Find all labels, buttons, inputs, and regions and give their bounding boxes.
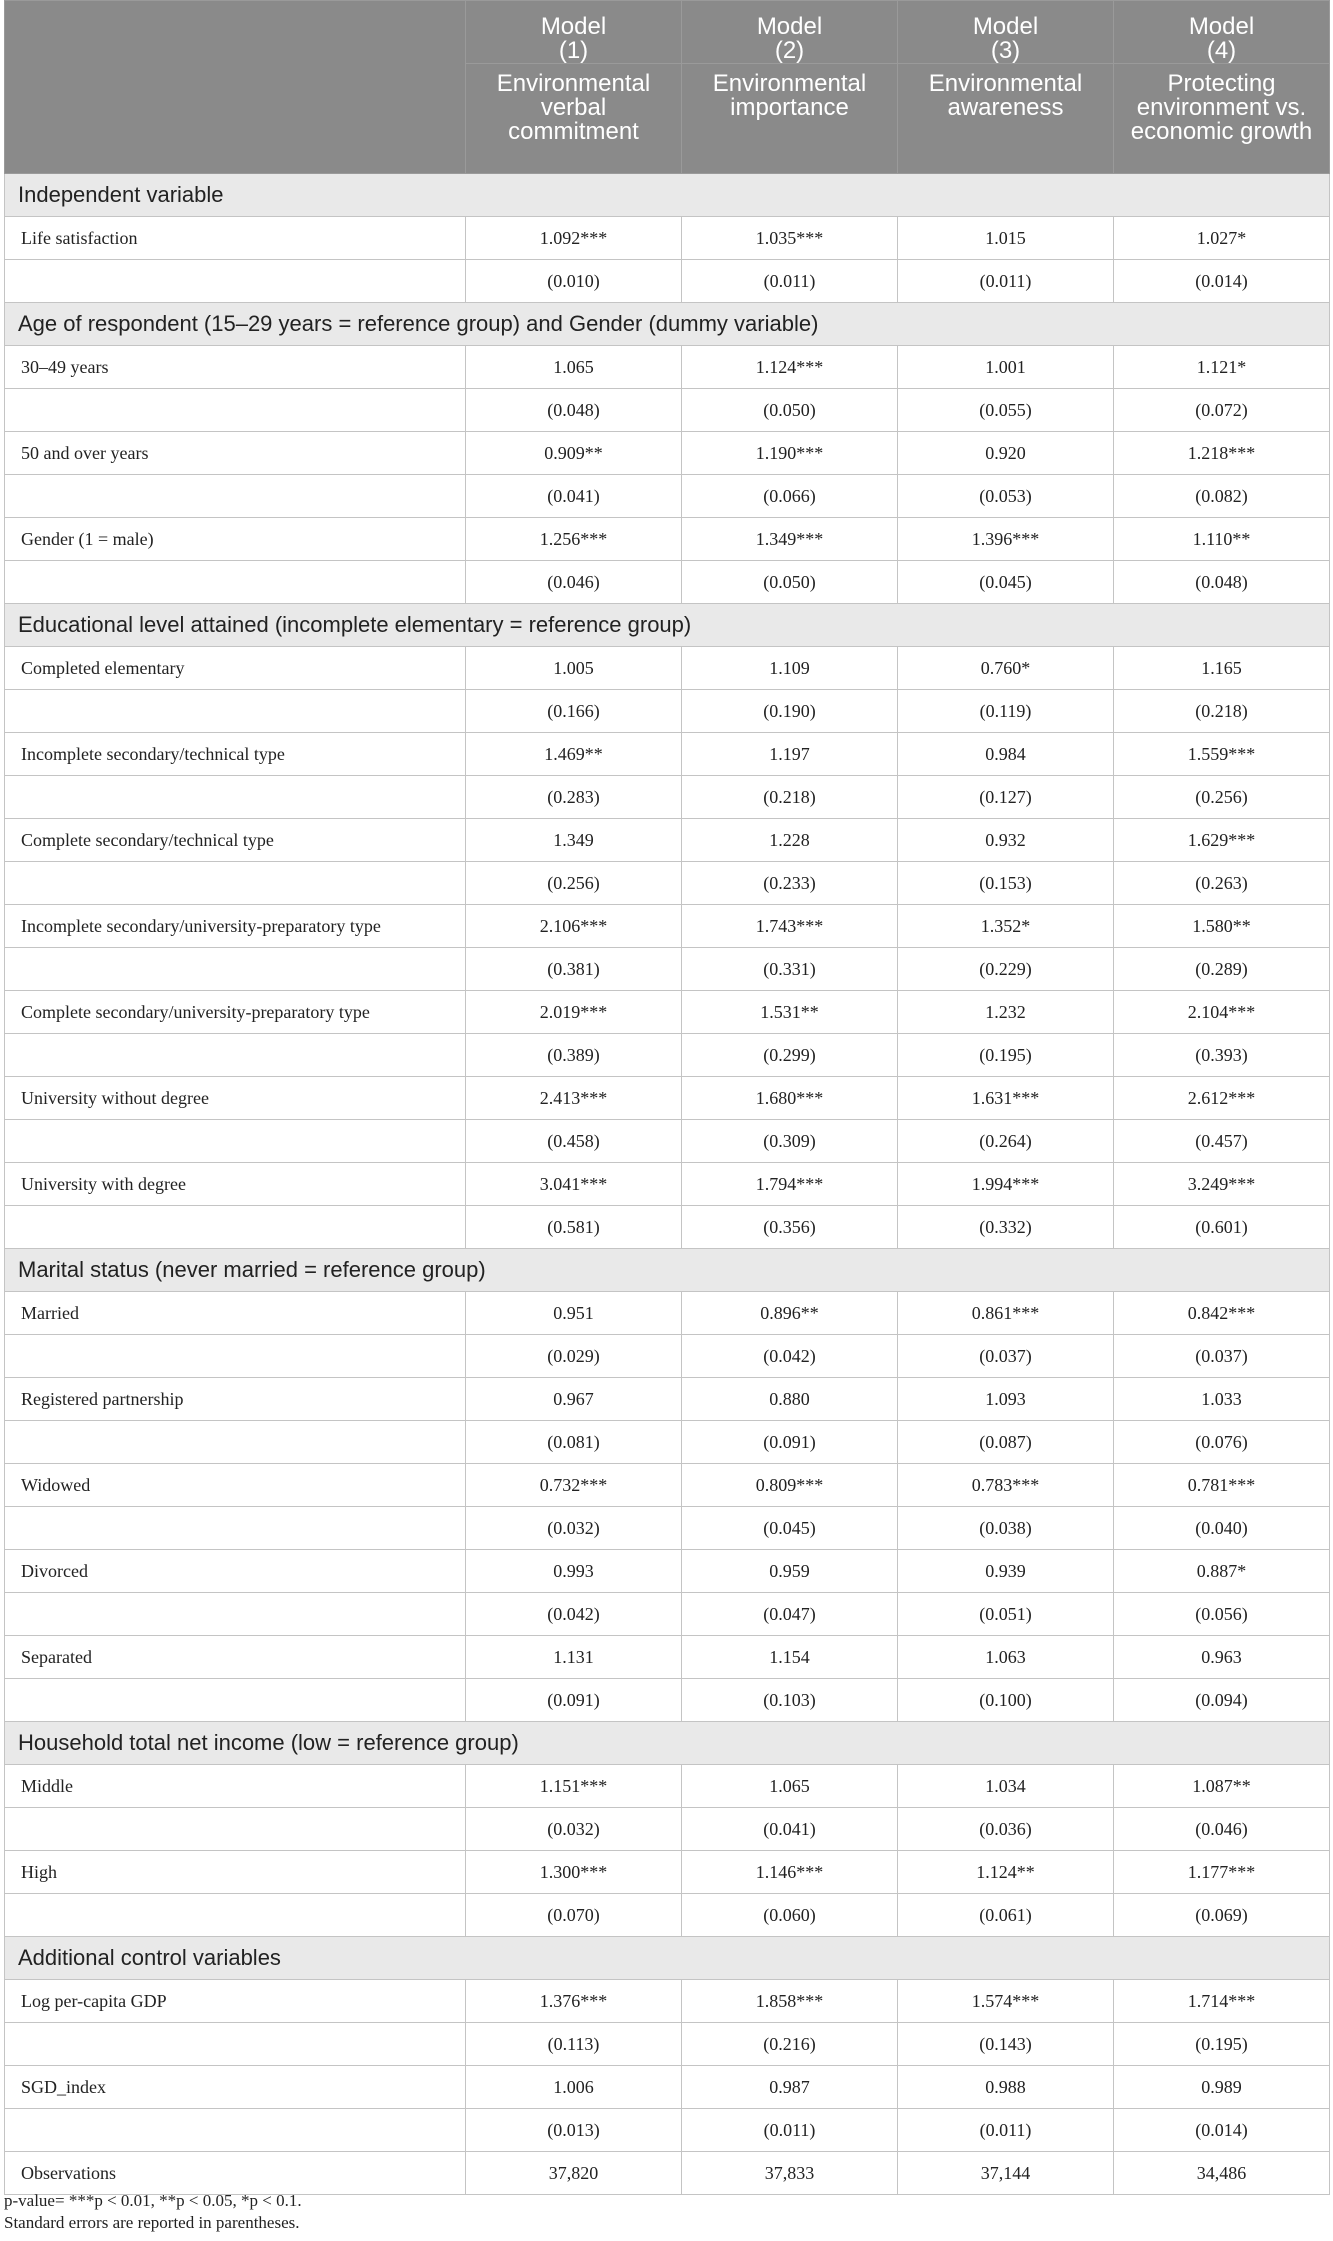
- row-label: [5, 1808, 466, 1851]
- coefficient-cell-model-4: 2.104***: [1114, 991, 1330, 1034]
- row-label: Completed elementary: [5, 647, 466, 690]
- row-label: [5, 475, 466, 518]
- coefficient-row: [5, 1378, 1330, 1421]
- standard-error-cell-model-1: (0.166): [466, 690, 682, 733]
- coefficient-cell-model-2: 1.146***: [682, 1851, 898, 1894]
- header-model-word: Model: [972, 13, 1039, 40]
- coefficient-cell-model-3: 1.093: [898, 1378, 1114, 1421]
- header-outcome-1: [466, 64, 682, 174]
- header-outcome-line: Environmental: [496, 70, 651, 97]
- coefficient-cell-model-2: 1.680***: [682, 1077, 898, 1120]
- standard-error-cell-model-1: (0.458): [466, 1120, 682, 1163]
- standard-error-row: [5, 948, 1330, 991]
- standard-error-cell-model-4: (0.056): [1114, 1593, 1330, 1636]
- coefficient-cell-model-3: 0.783***: [898, 1464, 1114, 1507]
- standard-error-cell-model-2: (0.011): [682, 2109, 898, 2152]
- coefficient-cell-model-2: 1.154: [682, 1636, 898, 1679]
- coefficient-cell-model-2: 1.794***: [682, 1163, 898, 1206]
- coefficient-cell-model-1: 0.909**: [466, 432, 682, 475]
- coefficient-cell-model-1: 1.151***: [466, 1765, 682, 1808]
- standard-error-cell-model-2: (0.042): [682, 1335, 898, 1378]
- coefficient-row: [5, 1550, 1330, 1593]
- header-outcome-line: economic growth: [1130, 118, 1313, 145]
- row-label: [5, 1421, 466, 1464]
- section-title: Age of respondent (15–29 years = reference group) and Gender (dummy variable): [5, 303, 1330, 346]
- row-label: [5, 776, 466, 819]
- standard-error-cell-model-4: (0.040): [1114, 1507, 1330, 1550]
- coefficient-cell-model-2: 1.531**: [682, 991, 898, 1034]
- section-header-row: [5, 1722, 1330, 1765]
- standard-error-cell-model-3: (0.143): [898, 2023, 1114, 2066]
- coefficient-cell-model-1: 1.376***: [466, 1980, 682, 2023]
- standard-error-cell-model-4: (0.076): [1114, 1421, 1330, 1464]
- section-header-row: [5, 174, 1330, 217]
- standard-error-cell-model-2: (0.047): [682, 1593, 898, 1636]
- coefficient-cell-model-3: 0.984: [898, 733, 1114, 776]
- coefficient-cell-model-3: 1.034: [898, 1765, 1114, 1808]
- row-label: Middle: [5, 1765, 466, 1808]
- coefficient-row: [5, 905, 1330, 948]
- row-label: Incomplete secondary/technical type: [5, 733, 466, 776]
- coefficient-cell-model-4: 1.087**: [1114, 1765, 1330, 1808]
- standard-error-cell-model-3: (0.229): [898, 948, 1114, 991]
- coefficient-cell-model-4: 34,486: [1114, 2152, 1330, 2195]
- row-label: Observations: [5, 2152, 466, 2195]
- row-label: Complete secondary/technical type: [5, 819, 466, 862]
- coefficient-cell-model-2: 1.228: [682, 819, 898, 862]
- coefficient-row: [5, 518, 1330, 561]
- standard-error-cell-model-3: (0.038): [898, 1507, 1114, 1550]
- standard-error-cell-model-1: (0.091): [466, 1679, 682, 1722]
- row-label: [5, 561, 466, 604]
- standard-error-cell-model-1: (0.256): [466, 862, 682, 905]
- standard-error-cell-model-4: (0.046): [1114, 1808, 1330, 1851]
- row-label: University without degree: [5, 1077, 466, 1120]
- standard-error-cell-model-3: (0.127): [898, 776, 1114, 819]
- standard-error-cell-model-4: (0.218): [1114, 690, 1330, 733]
- standard-error-cell-model-1: (0.010): [466, 260, 682, 303]
- coefficient-cell-model-2: 1.349***: [682, 518, 898, 561]
- coefficient-cell-model-2: 0.880: [682, 1378, 898, 1421]
- row-label: [5, 1894, 466, 1937]
- standard-error-row: [5, 776, 1330, 819]
- standard-error-cell-model-1: (0.013): [466, 2109, 682, 2152]
- coefficient-cell-model-4: 2.612***: [1114, 1077, 1330, 1120]
- coefficient-cell-model-2: 1.743***: [682, 905, 898, 948]
- coefficient-cell-model-3: 1.396***: [898, 518, 1114, 561]
- header-model-row: [5, 1, 1330, 64]
- standard-error-row: [5, 1679, 1330, 1722]
- coefficient-cell-model-3: 1.001: [898, 346, 1114, 389]
- standard-error-row: [5, 690, 1330, 733]
- section-title: Household total net income (low = reference group): [5, 1722, 1330, 1765]
- standard-error-cell-model-4: (0.457): [1114, 1120, 1330, 1163]
- standard-error-cell-model-1: (0.032): [466, 1808, 682, 1851]
- row-label: [5, 260, 466, 303]
- header-outcome-line: importance: [730, 94, 849, 121]
- coefficient-cell-model-1: 0.967: [466, 1378, 682, 1421]
- standard-error-cell-model-3: (0.011): [898, 260, 1114, 303]
- coefficient-row: [5, 733, 1330, 776]
- standard-error-cell-model-1: (0.070): [466, 1894, 682, 1937]
- header-model-number: (2): [774, 37, 805, 64]
- regression-table: [4, 0, 1330, 2195]
- coefficient-cell-model-2: 1.190***: [682, 432, 898, 475]
- coefficient-cell-model-2: 0.987: [682, 2066, 898, 2109]
- header-outcome-line: Environmental: [712, 70, 867, 97]
- coefficient-cell-model-3: 1.015: [898, 217, 1114, 260]
- coefficient-row: [5, 2066, 1330, 2109]
- standard-error-row: [5, 1335, 1330, 1378]
- section-title: Additional control variables: [5, 1937, 1330, 1980]
- coefficient-cell-model-2: 1.035***: [682, 217, 898, 260]
- regression-table-container: [4, 0, 1329, 2195]
- coefficient-cell-model-4: 1.177***: [1114, 1851, 1330, 1894]
- row-label: [5, 948, 466, 991]
- header-outcome-line: Environmental: [928, 70, 1083, 97]
- coefficient-row: [5, 1851, 1330, 1894]
- standard-error-row: [5, 1507, 1330, 1550]
- coefficient-cell-model-4: 0.963: [1114, 1636, 1330, 1679]
- coefficient-row: [5, 1980, 1330, 2023]
- coefficient-cell-model-1: 0.993: [466, 1550, 682, 1593]
- header-model-word: Model: [540, 13, 607, 40]
- row-label: Gender (1 = male): [5, 518, 466, 561]
- standard-error-cell-model-3: (0.100): [898, 1679, 1114, 1722]
- standard-error-cell-model-4: (0.393): [1114, 1034, 1330, 1077]
- coefficient-cell-model-1: 37,820: [466, 2152, 682, 2195]
- row-label: [5, 2109, 466, 2152]
- standard-error-cell-model-1: (0.029): [466, 1335, 682, 1378]
- coefficient-cell-model-3: 1.631***: [898, 1077, 1114, 1120]
- coefficient-cell-model-3: 0.861***: [898, 1292, 1114, 1335]
- row-label: 50 and over years: [5, 432, 466, 475]
- row-label: [5, 1593, 466, 1636]
- row-label: [5, 2023, 466, 2066]
- table-body: [5, 174, 1330, 2195]
- standard-error-cell-model-2: (0.233): [682, 862, 898, 905]
- coefficient-row: [5, 1163, 1330, 1206]
- row-label: [5, 1034, 466, 1077]
- standard-error-cell-model-3: (0.053): [898, 475, 1114, 518]
- section-title: Independent variable: [5, 174, 1330, 217]
- standard-error-cell-model-2: (0.050): [682, 561, 898, 604]
- standard-error-row: [5, 1808, 1330, 1851]
- standard-error-cell-model-2: (0.356): [682, 1206, 898, 1249]
- standard-error-cell-model-3: (0.195): [898, 1034, 1114, 1077]
- standard-error-cell-model-1: (0.041): [466, 475, 682, 518]
- coefficient-cell-model-1: 1.005: [466, 647, 682, 690]
- standard-error-cell-model-3: (0.055): [898, 389, 1114, 432]
- standard-error-cell-model-3: (0.011): [898, 2109, 1114, 2152]
- coefficient-cell-model-2: 0.959: [682, 1550, 898, 1593]
- coefficient-cell-model-1: 2.019***: [466, 991, 682, 1034]
- standard-error-row: [5, 1421, 1330, 1464]
- coefficient-cell-model-1: 0.951: [466, 1292, 682, 1335]
- standard-error-cell-model-1: (0.081): [466, 1421, 682, 1464]
- standard-error-cell-model-1: (0.046): [466, 561, 682, 604]
- coefficient-cell-model-1: 1.131: [466, 1636, 682, 1679]
- standard-error-cell-model-2: (0.066): [682, 475, 898, 518]
- coefficient-row: [5, 1636, 1330, 1679]
- coefficient-cell-model-2: 1.858***: [682, 1980, 898, 2023]
- section-title: Educational level attained (incomplete elementary = reference group): [5, 604, 1330, 647]
- standard-error-cell-model-4: (0.037): [1114, 1335, 1330, 1378]
- header-model-number: (3): [990, 37, 1021, 64]
- standard-error-cell-model-4: (0.263): [1114, 862, 1330, 905]
- standard-error-cell-model-4: (0.014): [1114, 2109, 1330, 2152]
- standard-error-cell-model-1: (0.381): [466, 948, 682, 991]
- coefficient-cell-model-1: 1.065: [466, 346, 682, 389]
- coefficient-cell-model-1: 1.349: [466, 819, 682, 862]
- standard-error-cell-model-3: (0.061): [898, 1894, 1114, 1937]
- coefficient-cell-model-3: 1.574***: [898, 1980, 1114, 2023]
- coefficient-row: [5, 346, 1330, 389]
- standard-error-cell-model-2: (0.103): [682, 1679, 898, 1722]
- row-label: [5, 1679, 466, 1722]
- header-outcome-line: verbal: [540, 94, 607, 121]
- standard-error-row: [5, 561, 1330, 604]
- row-label: [5, 1507, 466, 1550]
- row-label: University with degree: [5, 1163, 466, 1206]
- coefficient-cell-model-3: 0.939: [898, 1550, 1114, 1593]
- coefficient-cell-model-3: 1.063: [898, 1636, 1114, 1679]
- standard-error-cell-model-3: (0.119): [898, 690, 1114, 733]
- standard-error-row: [5, 2109, 1330, 2152]
- standard-error-cell-model-4: (0.195): [1114, 2023, 1330, 2066]
- pvalue-note: p-value= ***p < 0.01, **p < 0.05, *p < 0.1.: [4, 2191, 302, 2210]
- coefficient-cell-model-2: 0.896**: [682, 1292, 898, 1335]
- standard-error-cell-model-3: (0.087): [898, 1421, 1114, 1464]
- header-model-word: Model: [756, 13, 823, 40]
- section-header-row: [5, 303, 1330, 346]
- standard-error-cell-model-2: (0.218): [682, 776, 898, 819]
- standard-error-cell-model-1: (0.389): [466, 1034, 682, 1077]
- coefficient-cell-model-1: 0.732***: [466, 1464, 682, 1507]
- coefficient-cell-model-4: 1.110**: [1114, 518, 1330, 561]
- coefficient-cell-model-3: 1.994***: [898, 1163, 1114, 1206]
- standard-error-cell-model-1: (0.581): [466, 1206, 682, 1249]
- row-label: [5, 690, 466, 733]
- standard-error-cell-model-4: (0.082): [1114, 475, 1330, 518]
- standard-error-cell-model-3: (0.332): [898, 1206, 1114, 1249]
- standard-error-cell-model-1: (0.032): [466, 1507, 682, 1550]
- standard-error-cell-model-2: (0.041): [682, 1808, 898, 1851]
- coefficient-cell-model-3: 1.232: [898, 991, 1114, 1034]
- standard-error-row: [5, 1894, 1330, 1937]
- standard-error-row: [5, 475, 1330, 518]
- section-title: Marital status (never married = reference group): [5, 1249, 1330, 1292]
- standard-error-row: [5, 1120, 1330, 1163]
- standard-error-cell-model-2: (0.011): [682, 260, 898, 303]
- standard-error-cell-model-3: (0.264): [898, 1120, 1114, 1163]
- coefficient-cell-model-4: 0.781***: [1114, 1464, 1330, 1507]
- standard-error-note: Standard errors are reported in parentheses.: [4, 2213, 300, 2232]
- standard-error-cell-model-2: (0.045): [682, 1507, 898, 1550]
- header-outcome-line: awareness: [947, 94, 1064, 121]
- coefficient-row: [5, 647, 1330, 690]
- coefficient-cell-model-1: 1.469**: [466, 733, 682, 776]
- standard-error-cell-model-4: (0.072): [1114, 389, 1330, 432]
- row-label: High: [5, 1851, 466, 1894]
- standard-error-cell-model-1: (0.283): [466, 776, 682, 819]
- coefficient-cell-model-4: 1.559***: [1114, 733, 1330, 776]
- row-label: [5, 389, 466, 432]
- coefficient-cell-model-3: 0.932: [898, 819, 1114, 862]
- coefficient-cell-model-4: 1.580**: [1114, 905, 1330, 948]
- row-label: Registered partnership: [5, 1378, 466, 1421]
- header-outcome-line: commitment: [508, 118, 639, 145]
- row-label: SGD_index: [5, 2066, 466, 2109]
- header-model-number: (4): [1206, 37, 1237, 64]
- coefficient-cell-model-1: 1.006: [466, 2066, 682, 2109]
- header-outcome-2: [682, 64, 898, 174]
- coefficient-cell-model-3: 37,144: [898, 2152, 1114, 2195]
- row-label: Incomplete secondary/university-preparatory type: [5, 905, 466, 948]
- row-label: [5, 1120, 466, 1163]
- coefficient-cell-model-4: 1.121*: [1114, 346, 1330, 389]
- header-outcome-line: Protecting: [1167, 70, 1276, 97]
- standard-error-row: [5, 389, 1330, 432]
- standard-error-row: [5, 2023, 1330, 2066]
- coefficient-cell-model-1: 3.041***: [466, 1163, 682, 1206]
- coefficient-row: [5, 432, 1330, 475]
- standard-error-row: [5, 1593, 1330, 1636]
- coefficient-row: [5, 991, 1330, 1034]
- table-notes: [4, 2190, 1324, 2234]
- standard-error-cell-model-4: (0.094): [1114, 1679, 1330, 1722]
- standard-error-cell-model-4: (0.289): [1114, 948, 1330, 991]
- header-blank-cell: [5, 1, 466, 174]
- standard-error-cell-model-3: (0.051): [898, 1593, 1114, 1636]
- standard-error-cell-model-1: (0.042): [466, 1593, 682, 1636]
- standard-error-cell-model-2: (0.331): [682, 948, 898, 991]
- coefficient-row: [5, 819, 1330, 862]
- standard-error-cell-model-2: (0.091): [682, 1421, 898, 1464]
- coefficient-cell-model-1: 2.413***: [466, 1077, 682, 1120]
- coefficient-cell-model-4: 0.842***: [1114, 1292, 1330, 1335]
- coefficient-cell-model-1: 1.256***: [466, 518, 682, 561]
- standard-error-cell-model-4: (0.014): [1114, 260, 1330, 303]
- row-label: Separated: [5, 1636, 466, 1679]
- coefficient-row: [5, 1765, 1330, 1808]
- coefficient-cell-model-4: 0.989: [1114, 2066, 1330, 2109]
- coefficient-cell-model-4: 1.165: [1114, 647, 1330, 690]
- coefficient-cell-model-3: 0.760*: [898, 647, 1114, 690]
- standard-error-cell-model-2: (0.190): [682, 690, 898, 733]
- coefficient-cell-model-3: 0.988: [898, 2066, 1114, 2109]
- coefficient-row: [5, 1464, 1330, 1507]
- coefficient-row: [5, 217, 1330, 260]
- standard-error-row: [5, 862, 1330, 905]
- standard-error-cell-model-2: (0.299): [682, 1034, 898, 1077]
- coefficient-cell-model-2: 0.809***: [682, 1464, 898, 1507]
- row-label: Log per-capita GDP: [5, 1980, 466, 2023]
- section-header-row: [5, 604, 1330, 647]
- section-header-row: [5, 1937, 1330, 1980]
- standard-error-cell-model-3: (0.036): [898, 1808, 1114, 1851]
- row-label: [5, 1335, 466, 1378]
- coefficient-cell-model-1: 1.300***: [466, 1851, 682, 1894]
- row-label: Complete secondary/university-preparatory type: [5, 991, 466, 1034]
- standard-error-cell-model-4: (0.069): [1114, 1894, 1330, 1937]
- standard-error-cell-model-1: (0.113): [466, 2023, 682, 2066]
- standard-error-cell-model-3: (0.045): [898, 561, 1114, 604]
- row-label: Widowed: [5, 1464, 466, 1507]
- standard-error-cell-model-1: (0.048): [466, 389, 682, 432]
- section-header-row: [5, 1249, 1330, 1292]
- header-outcome-3: [898, 64, 1114, 174]
- coefficient-cell-model-4: 1.629***: [1114, 819, 1330, 862]
- standard-error-cell-model-2: (0.216): [682, 2023, 898, 2066]
- coefficient-cell-model-2: 1.109: [682, 647, 898, 690]
- coefficient-row: [5, 2152, 1330, 2195]
- standard-error-cell-model-4: (0.256): [1114, 776, 1330, 819]
- standard-error-cell-model-2: (0.309): [682, 1120, 898, 1163]
- coefficient-row: [5, 1292, 1330, 1335]
- coefficient-cell-model-4: 1.714***: [1114, 1980, 1330, 2023]
- header-outcome-line: environment vs.: [1136, 94, 1307, 121]
- standard-error-cell-model-4: (0.601): [1114, 1206, 1330, 1249]
- coefficient-cell-model-2: 37,833: [682, 2152, 898, 2195]
- row-label: [5, 862, 466, 905]
- coefficient-cell-model-1: 2.106***: [466, 905, 682, 948]
- coefficient-cell-model-4: 1.218***: [1114, 432, 1330, 475]
- coefficient-cell-model-4: 0.887*: [1114, 1550, 1330, 1593]
- header-model-2: [682, 1, 898, 64]
- table-header: [5, 1, 1330, 174]
- coefficient-row: [5, 1077, 1330, 1120]
- standard-error-row: [5, 1034, 1330, 1077]
- standard-error-cell-model-3: (0.037): [898, 1335, 1114, 1378]
- standard-error-row: [5, 260, 1330, 303]
- standard-error-cell-model-2: (0.050): [682, 389, 898, 432]
- standard-error-row: [5, 1206, 1330, 1249]
- row-label: Divorced: [5, 1550, 466, 1593]
- row-label: Married: [5, 1292, 466, 1335]
- standard-error-cell-model-4: (0.048): [1114, 561, 1330, 604]
- header-model-4: [1114, 1, 1330, 64]
- header-model-number: (1): [558, 37, 589, 64]
- coefficient-cell-model-3: 1.124**: [898, 1851, 1114, 1894]
- coefficient-cell-model-2: 1.065: [682, 1765, 898, 1808]
- coefficient-cell-model-1: 1.092***: [466, 217, 682, 260]
- coefficient-cell-model-4: 1.033: [1114, 1378, 1330, 1421]
- standard-error-cell-model-2: (0.060): [682, 1894, 898, 1937]
- row-label: Life satisfaction: [5, 217, 466, 260]
- row-label: 30–49 years: [5, 346, 466, 389]
- coefficient-cell-model-4: 3.249***: [1114, 1163, 1330, 1206]
- coefficient-cell-model-4: 1.027*: [1114, 217, 1330, 260]
- coefficient-cell-model-2: 1.124***: [682, 346, 898, 389]
- coefficient-cell-model-3: 1.352*: [898, 905, 1114, 948]
- coefficient-cell-model-3: 0.920: [898, 432, 1114, 475]
- standard-error-cell-model-3: (0.153): [898, 862, 1114, 905]
- header-model-word: Model: [1188, 13, 1255, 40]
- coefficient-cell-model-2: 1.197: [682, 733, 898, 776]
- header-outcome-4: [1114, 64, 1330, 174]
- row-label: [5, 1206, 466, 1249]
- header-model-1: [466, 1, 682, 64]
- header-model-3: [898, 1, 1114, 64]
